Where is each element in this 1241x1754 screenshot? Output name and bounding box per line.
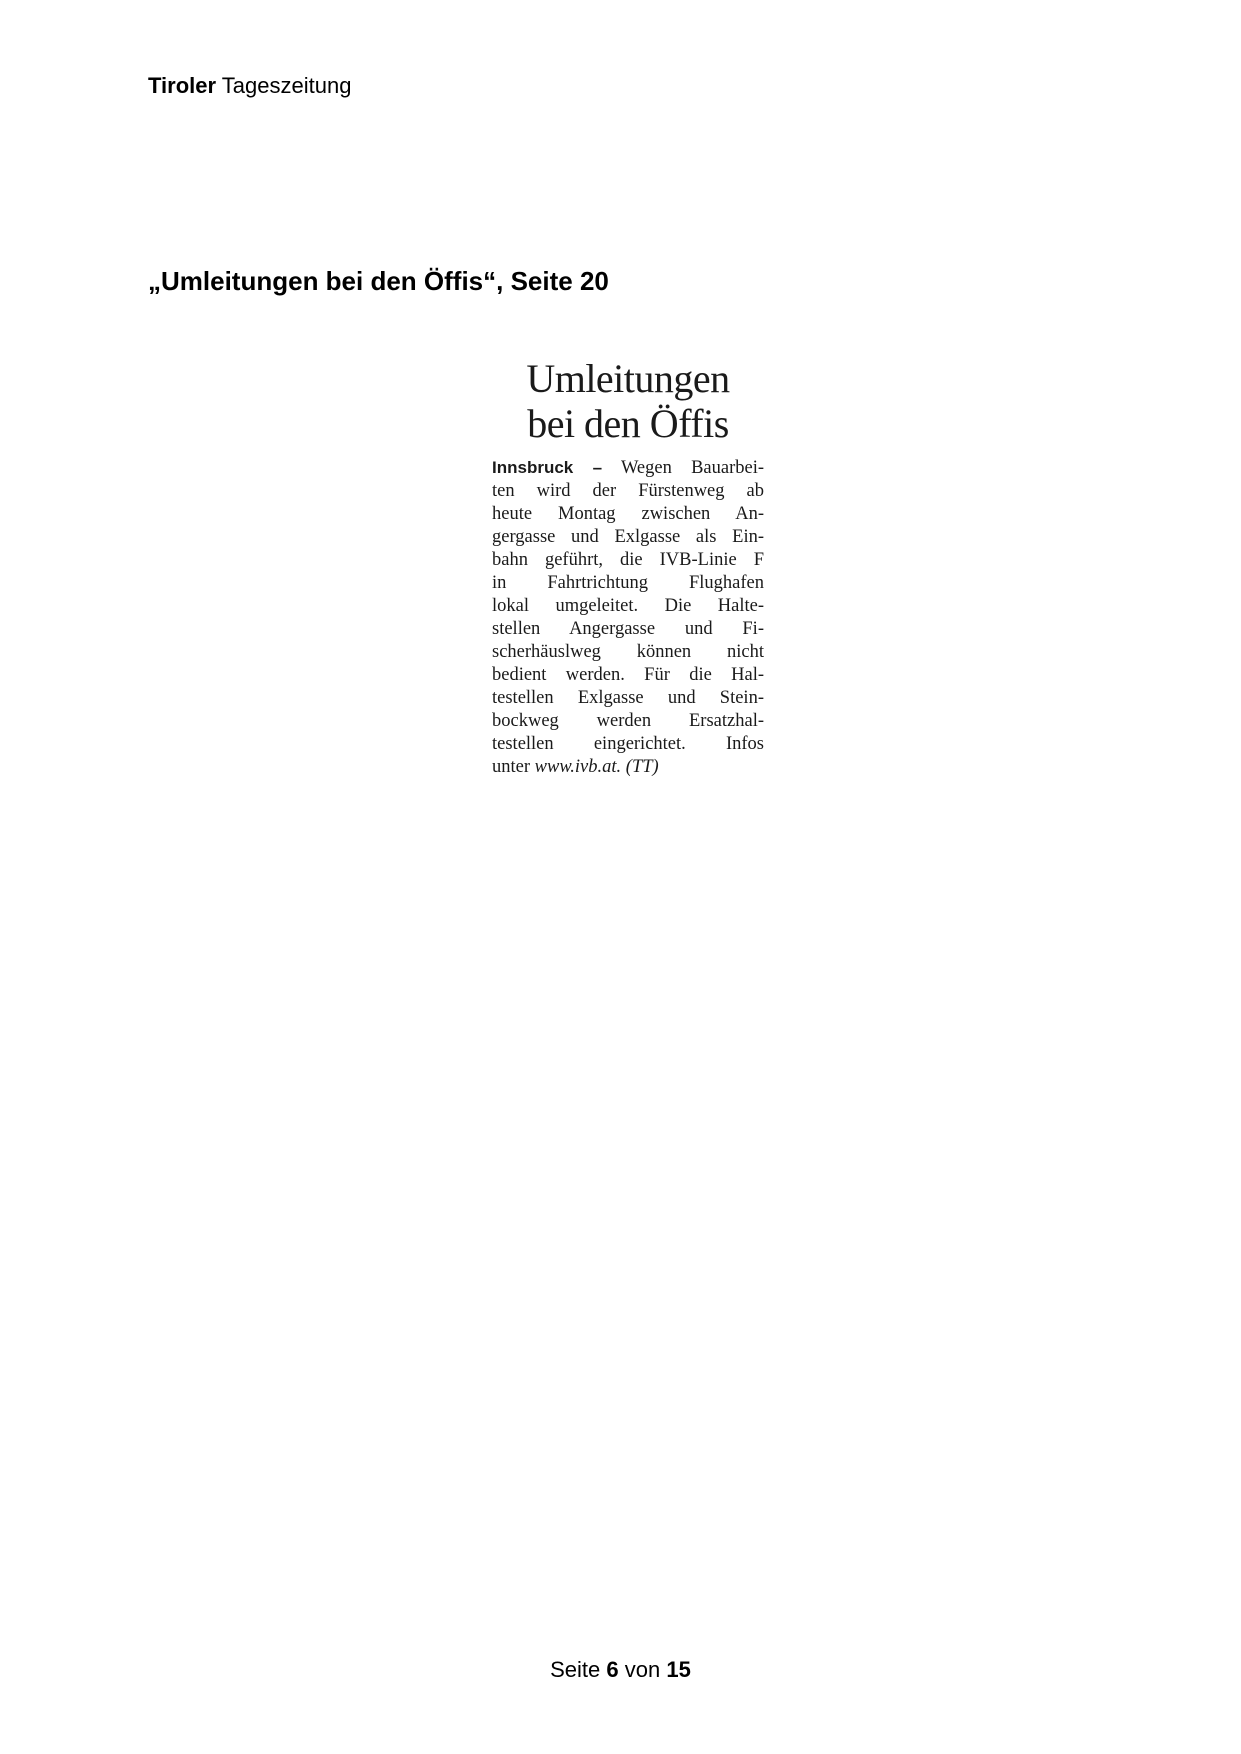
publication-name [148, 72, 351, 100]
article-line: heute Montag zwischen An- [492, 504, 764, 524]
article-line: testellen eingerichtet. Infos [492, 734, 764, 754]
article-line: scherhäuslweg können nicht [492, 642, 764, 662]
newspaper-clipping [492, 356, 764, 779]
article-url: www.ivb.at. [534, 757, 622, 777]
article-line: bedient werden. Für die Hal- [492, 665, 764, 685]
article-source: (TT) [625, 757, 659, 777]
page-footer [0, 1656, 1241, 1684]
article-title-line-1: Umleitungen [526, 356, 730, 401]
article-line: stellen Angergasse und Fi- [492, 619, 764, 639]
article-line: testellen Exlgasse und Stein- [492, 688, 764, 708]
article-line [492, 456, 764, 480]
article-title [492, 356, 764, 446]
page-total: 15 [666, 1657, 691, 1682]
article-line: bahn geführt, die IVB-Linie F [492, 550, 764, 570]
article-dateline: Innsbruck – [492, 458, 603, 477]
article-line: lokal umgeleitet. Die Halte- [492, 596, 764, 616]
article-line: ten wird der Fürstenweg ab [492, 481, 764, 501]
article-title-line-2: bei den Öffis [527, 401, 729, 446]
article-line-text: Wegen Bauarbei- [620, 458, 765, 478]
page-label: Seite [550, 1657, 601, 1682]
publication-name-rest: Tageszeitung [221, 73, 352, 98]
article-line-prefix: unter [492, 757, 531, 777]
publication-name-bold: Tiroler [148, 73, 217, 98]
article-line-last [492, 756, 764, 779]
article-line: bockweg werden Ersatzhal- [492, 711, 764, 731]
page-separator: von [624, 1657, 661, 1682]
article-body [492, 456, 764, 779]
article-line: in Fahrtrichtung Flughafen [492, 573, 764, 593]
page-current: 6 [606, 1657, 619, 1682]
clipping-heading: „Umleitungen bei den Öffis“, Seite 20 [148, 266, 609, 296]
article-line: gergasse und Exlgasse als Ein- [492, 527, 764, 547]
